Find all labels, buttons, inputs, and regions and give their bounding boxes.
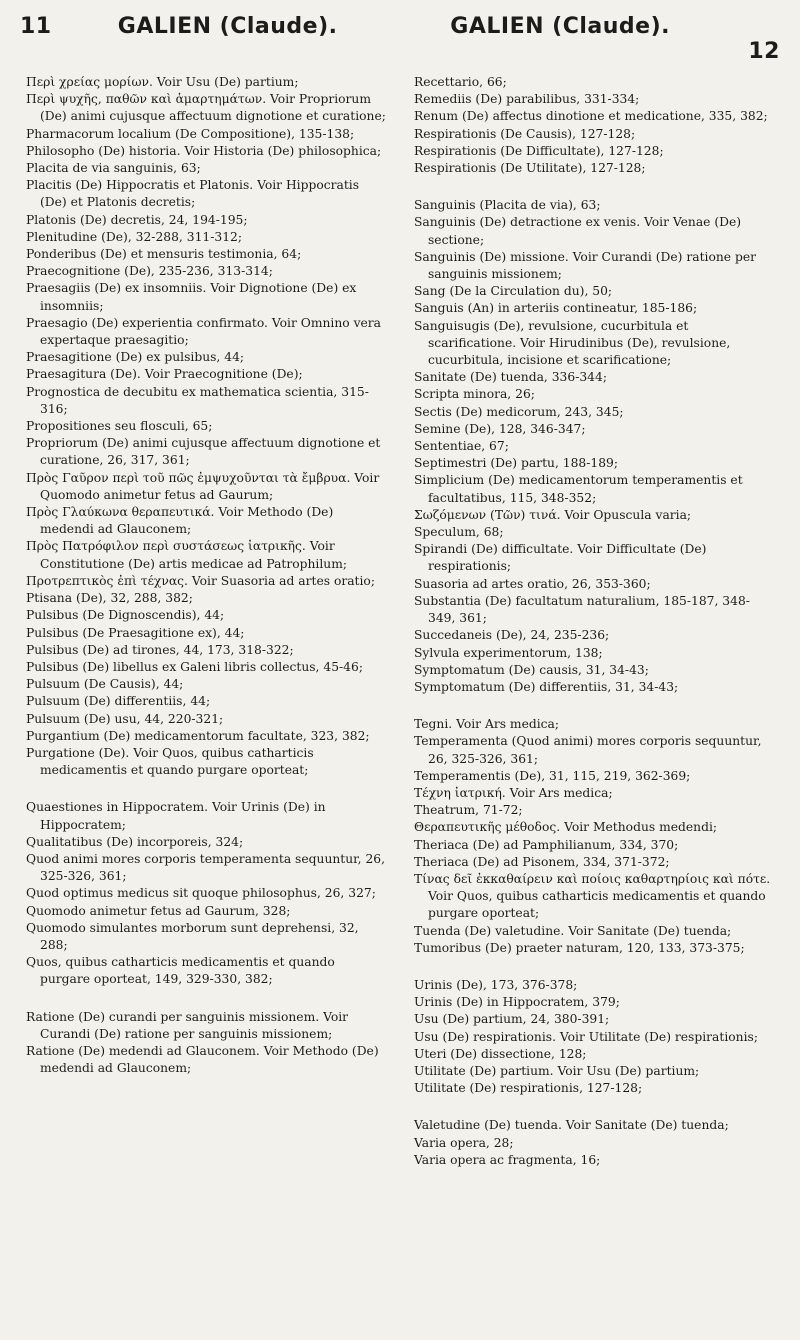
index-entry: Qualitatibus (De) incorporeis, 324; — [26, 834, 244, 849]
index-entry: Quod optimus medicus sit quoque philosophus, 26, 327; — [26, 886, 376, 901]
index-entry: Theriaca (De) ad Pamphilianum, 334, 370; — [414, 837, 679, 852]
index-entry: Τέχνη ἰατρική. Voir Ars medica; — [414, 785, 613, 800]
index-entry: Ratione (De) curandi per sanguinis missionem. Voir Curandi (De) ratione per sanguinis missionem; — [26, 1009, 349, 1041]
index-entry: Septimestri (De) partu, 188-189; — [414, 456, 618, 471]
index-entry: Quomodo simulantes morborum sunt deprehensi, 32, 288; — [26, 920, 359, 952]
index-entry: Theatrum, 71-72; — [414, 803, 523, 818]
index-entry: Προτρεπτικὸς ἐπὶ τέχνας. Voir Suasoria ad artes oratio; — [26, 573, 375, 588]
left-page-number: 11 — [20, 14, 52, 39]
index-entry: Prognostica de decubitu ex mathematica scientia, 315-316; — [26, 384, 369, 416]
section-gap — [26, 779, 386, 799]
index-entry: Uteri (De) dissectione, 128; — [414, 1046, 587, 1061]
index-entry: Semine (De), 128, 346-347; — [414, 421, 586, 436]
index-entry: Tegni. Voir Ars medica; — [414, 717, 560, 732]
left-index-column — [26, 74, 386, 1077]
index-entry: Πρὸς Γλαύκωνα θεραπευτικά. Voir Methodo (De) medendi ad Glauconem; — [26, 505, 334, 537]
index-entry: Sanitate (De) tuenda, 336-344; — [414, 370, 607, 385]
index-entry: Sanguinis (De) missione. Voir Curandi (De) ratione per sanguinis missionem; — [414, 249, 756, 282]
section-gap — [414, 1097, 774, 1117]
right-page-number: 12 — [748, 39, 780, 64]
index-entry: Ratione (De) medendi ad Glauconem. Voir Methodo (De) medendi ad Glauconem; — [26, 1043, 379, 1076]
index-entry: Urinis (De) in Hippocratem, 379; — [414, 995, 620, 1010]
index-entry: Tumoribus (De) praeter naturam, 120, 133, 373-375; — [414, 940, 745, 955]
index-entry: Sanguisugis (De), revulsione, cucurbitula et scarificatione. Voir Hirudinibus (De), revulsione, cucurbitula, incisione et scarificatione; — [414, 318, 731, 368]
index-entry: Symptomatum (De) causis, 31, 34-43; — [414, 662, 649, 677]
index-entry: Respirationis (De Causis), 127-128; — [414, 126, 636, 141]
index-entry: Pulsuum (De) usu, 44, 220-321; — [26, 711, 224, 726]
index-entry: Praesagio (De) experientia confirmato. Voir Omnino vera expertaque praesagitio; — [26, 315, 382, 348]
index-entry: Pulsibus (De) ad tirones, 44, 173, 318-322; — [26, 642, 294, 657]
index-entry: Spirandi (De) difficultate. Voir Difficultate (De) respirationis; — [414, 542, 707, 574]
index-entry: Succedaneis (De), 24, 235-236; — [414, 628, 610, 643]
index-entry: Placitis (De) Hippocratis et Platonis. Voir Hippocratis (De) et Platonis decretis; — [26, 178, 360, 210]
index-entry: Pulsuum (De Causis), 44; — [26, 677, 184, 692]
index-entry: Sylvula experimentorum, 138; — [414, 645, 603, 660]
index-entry: Platonis (De) decretis, 24, 194-195; — [26, 212, 248, 227]
index-entry: Ponderibus (De) et mensuris testimonia, 64; — [26, 247, 302, 262]
index-entry: Sententiae, 67; — [414, 439, 509, 454]
index-entry: Speculum, 68; — [414, 525, 504, 540]
index-entry: Usu (De) partium, 24, 380-391; — [414, 1012, 610, 1027]
index-entry: Praecognitione (De), 235-236, 313-314; — [26, 264, 273, 279]
index-entry: Sanguinis (De) detractione ex venis. Voir Venae (De) sectione; — [414, 215, 742, 247]
index-entry: Respirationis (De Difficultate), 127-128; — [414, 143, 664, 158]
index-entry: Recettario, 66; — [414, 75, 507, 89]
index-entry: Plenitudine (De), 32-288, 311-312; — [26, 229, 242, 244]
right-index-column — [414, 74, 774, 1169]
section-gap — [414, 696, 774, 716]
left-running-title: GALIEN (Claude). — [117, 14, 338, 39]
index-entry: Πρὸς Γαῦρον περὶ τοῦ πῶς ἐμψυχοῦνται τὰ ἔμβρυα. Voir Quomodo animetur fetus ad Gaurum; — [26, 470, 380, 502]
index-entry: Suasoria ad artes oratio, 26, 353-360; — [414, 576, 651, 591]
index-entry: Pulsibus (De) libellus ex Galeni libris collectus, 45-46; — [26, 659, 363, 674]
index-entry: Substantia (De) facultatum naturalium, 185-187, 348-349, 361; — [414, 593, 750, 626]
index-entry: Ptisana (De), 32, 288, 382; — [26, 591, 193, 606]
index-entry: Pulsibus (De Praesagitione ex), 44; — [26, 625, 245, 640]
index-entry: Περὶ ψυχῆς, παθῶν καὶ ἁμαρτημάτων. Voir Propriorum (De) animi cujusque affectuum dignotione et curatione; — [26, 92, 386, 124]
index-entry: Σωζόμενων (Τῶν) τινά. Voir Opuscula varia; — [414, 507, 692, 522]
index-entry: Quaestiones in Hippocratem. Voir Urinis (De) in Hippocratem; — [26, 800, 326, 832]
index-entry: Pulsuum (De) differentiis, 44; — [26, 694, 211, 709]
index-entry: Temperamentis (De), 31, 115, 219, 362-369; — [414, 768, 691, 783]
section-gap — [414, 177, 774, 197]
index-entry: Simplicium (De) medicamentorum temperamentis et facultatibus, 115, 348-352; — [414, 473, 743, 505]
index-entry: Temperamenta (Quod animi) mores corporis sequuntur, 26, 325-326, 361; — [414, 734, 762, 766]
index-entry: Renum (De) affectus dinotione et medicatione, 335, 382; — [414, 109, 768, 124]
index-entry: Sanguinis (Placita de via), 63; — [414, 198, 601, 213]
index-entry: Praesagitione (De) ex pulsibus, 44; — [26, 350, 245, 365]
index-entry: Purgantium (De) medicamentorum facultate, 323, 382; — [26, 728, 370, 743]
right-running-title: GALIEN (Claude). — [450, 14, 670, 39]
index-entry: Θεραπευτικῆς μέθοδος. Voir Methodus medendi; — [414, 820, 718, 835]
section-gap — [26, 989, 386, 1009]
index-entry: Quod animi mores corporis temperamenta sequuntur, 26, 325-326, 361; — [26, 851, 386, 884]
index-entry: Praesagitura (De). Voir Praecognitione (De); — [26, 367, 303, 382]
index-entry: Sang (De la Circulation du), 50; — [414, 284, 613, 299]
index-entry: Varia opera, 28; — [414, 1135, 514, 1150]
index-entry: Scripta minora, 26; — [414, 387, 535, 402]
index-entry: Sectis (De) medicorum, 243, 345; — [414, 404, 624, 419]
index-entry: Sanguis (An) in arteriis contineatur, 185-186; — [414, 301, 698, 316]
index-entry: Quomodo animetur fetus ad Gaurum, 328; — [26, 903, 291, 918]
index-entry: Valetudine (De) tuenda. Voir Sanitate (De) tuenda; — [414, 1118, 729, 1133]
index-entry: Περὶ χρείας μορίων. Voir Usu (De) partium; — [26, 75, 299, 89]
index-entry: Purgatione (De). Voir Quos, quibus catharticis medicamentis et quando purgare oporteat; — [26, 745, 314, 778]
right-page-header — [420, 14, 780, 64]
index-entry: Tuenda (De) valetudine. Voir Sanitate (De) tuenda; — [414, 923, 732, 938]
index-entry: Urinis (De), 173, 376-378; — [414, 977, 578, 992]
index-entry: Pulsibus (De Dignoscendis), 44; — [26, 608, 225, 623]
index-entry: Symptomatum (De) differentiis, 31, 34-43; — [414, 679, 679, 694]
index-entry: Theriaca (De) ad Pisonem, 334, 371-372; — [414, 854, 670, 869]
index-entry: Varia opera ac fragmenta, 16; — [414, 1152, 601, 1167]
index-entry: Utilitate (De) respirationis, 127-128; — [414, 1081, 643, 1096]
index-entry: Respirationis (De Utilitate), 127-128; — [414, 161, 646, 176]
left-page-header — [20, 14, 400, 54]
index-entry: Praesagiis (De) ex insomniis. Voir Dignotione (De) ex insomniis; — [26, 281, 357, 313]
section-gap — [414, 957, 774, 977]
index-entry: Τίνας δεῖ ἐκκαθαίρειν καὶ ποίοις καθαρτηρίοις καὶ πότε. Voir Quos, quibus catharticis medicamentis et quando purgare oporteat; — [414, 871, 771, 921]
index-entry: Pharmacorum localium (De Compositione), 135-138; — [26, 126, 355, 141]
index-entry: Propositiones seu flosculi, 65; — [26, 419, 213, 434]
index-entry: Remediis (De) parabilibus, 331-334; — [414, 92, 640, 107]
index-entry: Πρὸς Πατρόφιλον περὶ συστάσεως ἰατρικῆς. Voir Constitutione (De) artis medicae ad Patrophilum; — [26, 539, 348, 571]
index-entry: Propriorum (De) animi cujusque affectuum dignotione et curatione, 26, 317, 361; — [26, 436, 381, 468]
index-entry: Placita de via sanguinis, 63; — [26, 161, 201, 176]
index-entry: Quos, quibus catharticis medicamentis et quando purgare oporteat, 149, 329-330, 382; — [26, 955, 335, 987]
index-entry: Philosopho (De) historia. Voir Historia (De) philosophica; — [26, 143, 382, 158]
index-entry: Usu (De) respirationis. Voir Utilitate (De) respirationis; — [414, 1029, 758, 1044]
index-entry: Utilitate (De) partium. Voir Usu (De) partium; — [414, 1063, 700, 1078]
